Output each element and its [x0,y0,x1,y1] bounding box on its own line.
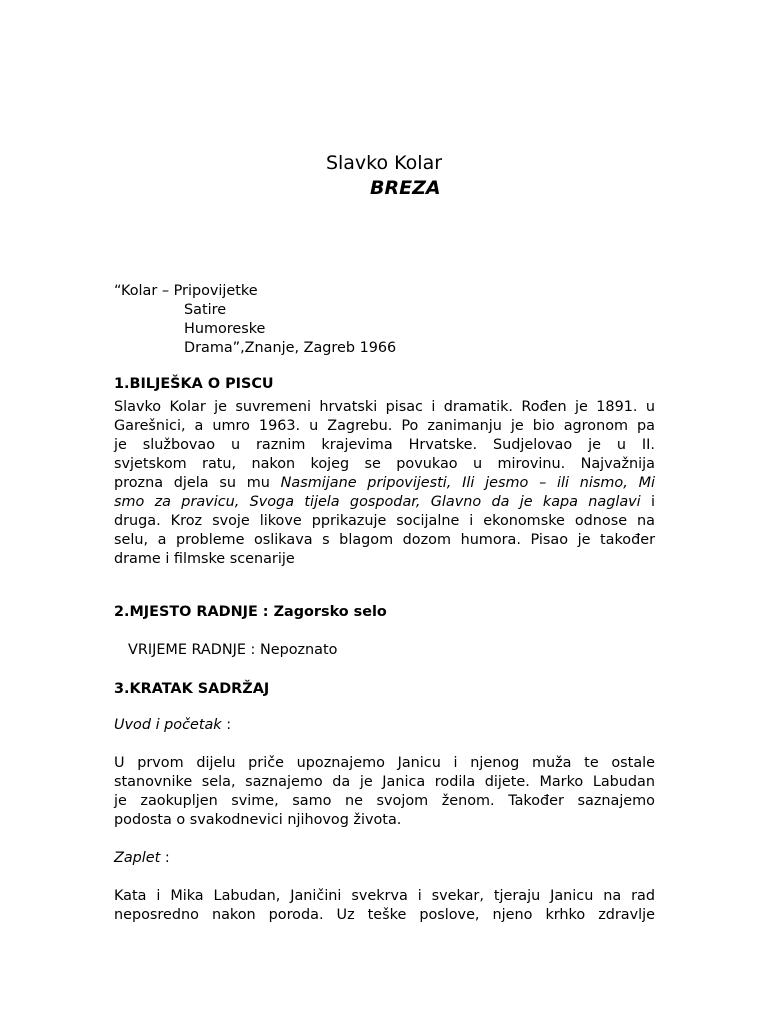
subheading-plot [114,849,655,868]
plot-paragraph [114,887,655,925]
works-list-italic: Nasmijane pripovijesti, Ili jesmo – ili nismo, Mi [280,475,655,491]
work-title: BREZA [370,177,441,199]
intro-paragraph [114,754,655,830]
paragraph-line: drame i filmske scenarije [114,551,295,567]
paragraph-line: je službovao u raznim krajevima Hrvatske. Sudjelovao je u II. [114,437,655,453]
section-heading: 1.BILJEŠKA O PISCU [114,376,274,392]
section-heading: 2.MJESTO RADNJE : Zagorsko selo [114,604,387,620]
paragraph-line [114,493,655,512]
time-of-action: VRIJEME RADNJE : Nepoznato [128,642,338,658]
paragraph-line: selu, a probleme oslikava s blagom dozom humora. Pisao je također [114,532,655,548]
source-line: Drama”,Znanje, Zagreb 1966 [184,340,397,356]
paragraph-line: podosta o svakodnevici njihovog života. [114,812,402,828]
paragraph-line: Garešnici, a umro 1963. u Zagrebu. Po zanimanju je bio agronom pa [114,418,655,434]
subheading-label: Uvod i početak [114,717,222,733]
subheading-colon: : [221,717,232,733]
author-bio-paragraph [114,398,655,569]
text-run: i [640,494,655,510]
paragraph-line: neposredno nakon poroda. Uz teške poslove, njeno krhko zdravlje [114,907,655,923]
paragraph-line: druga. Kroz svoje likove pprikazuje socijalne i ekonomske odnose na [114,513,655,529]
subheading-intro [114,716,655,735]
paragraph-line: Slavko Kolar je suvremeni hrvatski pisac i dramatik. Rođen je 1891. u [114,399,655,415]
text-run: prozna djela su mu [114,475,281,491]
source-citation [114,282,534,358]
subheading-colon: : [160,850,170,866]
paragraph-line [114,474,655,493]
source-line: Satire [184,302,227,318]
paragraph-line: je zaokupljen svime, samo ne svojom ženom. Također saznajemo [114,793,655,809]
source-line: “Kolar – Pripovijetke [114,283,258,299]
paragraph-line: U prvom dijelu priče upoznajemo Janicu i njenog muža te ostale [114,755,655,771]
section-heading: 3.KRATAK SADRŽAJ [114,681,270,697]
source-line: Humoreske [184,321,266,337]
subheading-label: Zaplet [114,850,161,866]
paragraph-line: svjetskom ratu, nakon kojeg se povukao u mirovinu. Najvažnija [114,456,655,472]
paragraph-line: Kata i Mika Labudan, Janičini svekrva i svekar, tjeraju Janicu na rad [114,888,655,904]
works-list-italic: smo za pravicu, Svoga tijela gospodar, Glavno da je kapa naglavi [114,494,641,510]
paragraph-line: stanovnike sela, saznajemo da je Janica rodila dijete. Marko Labudan [114,774,655,790]
author-title: Slavko Kolar [325,152,443,174]
